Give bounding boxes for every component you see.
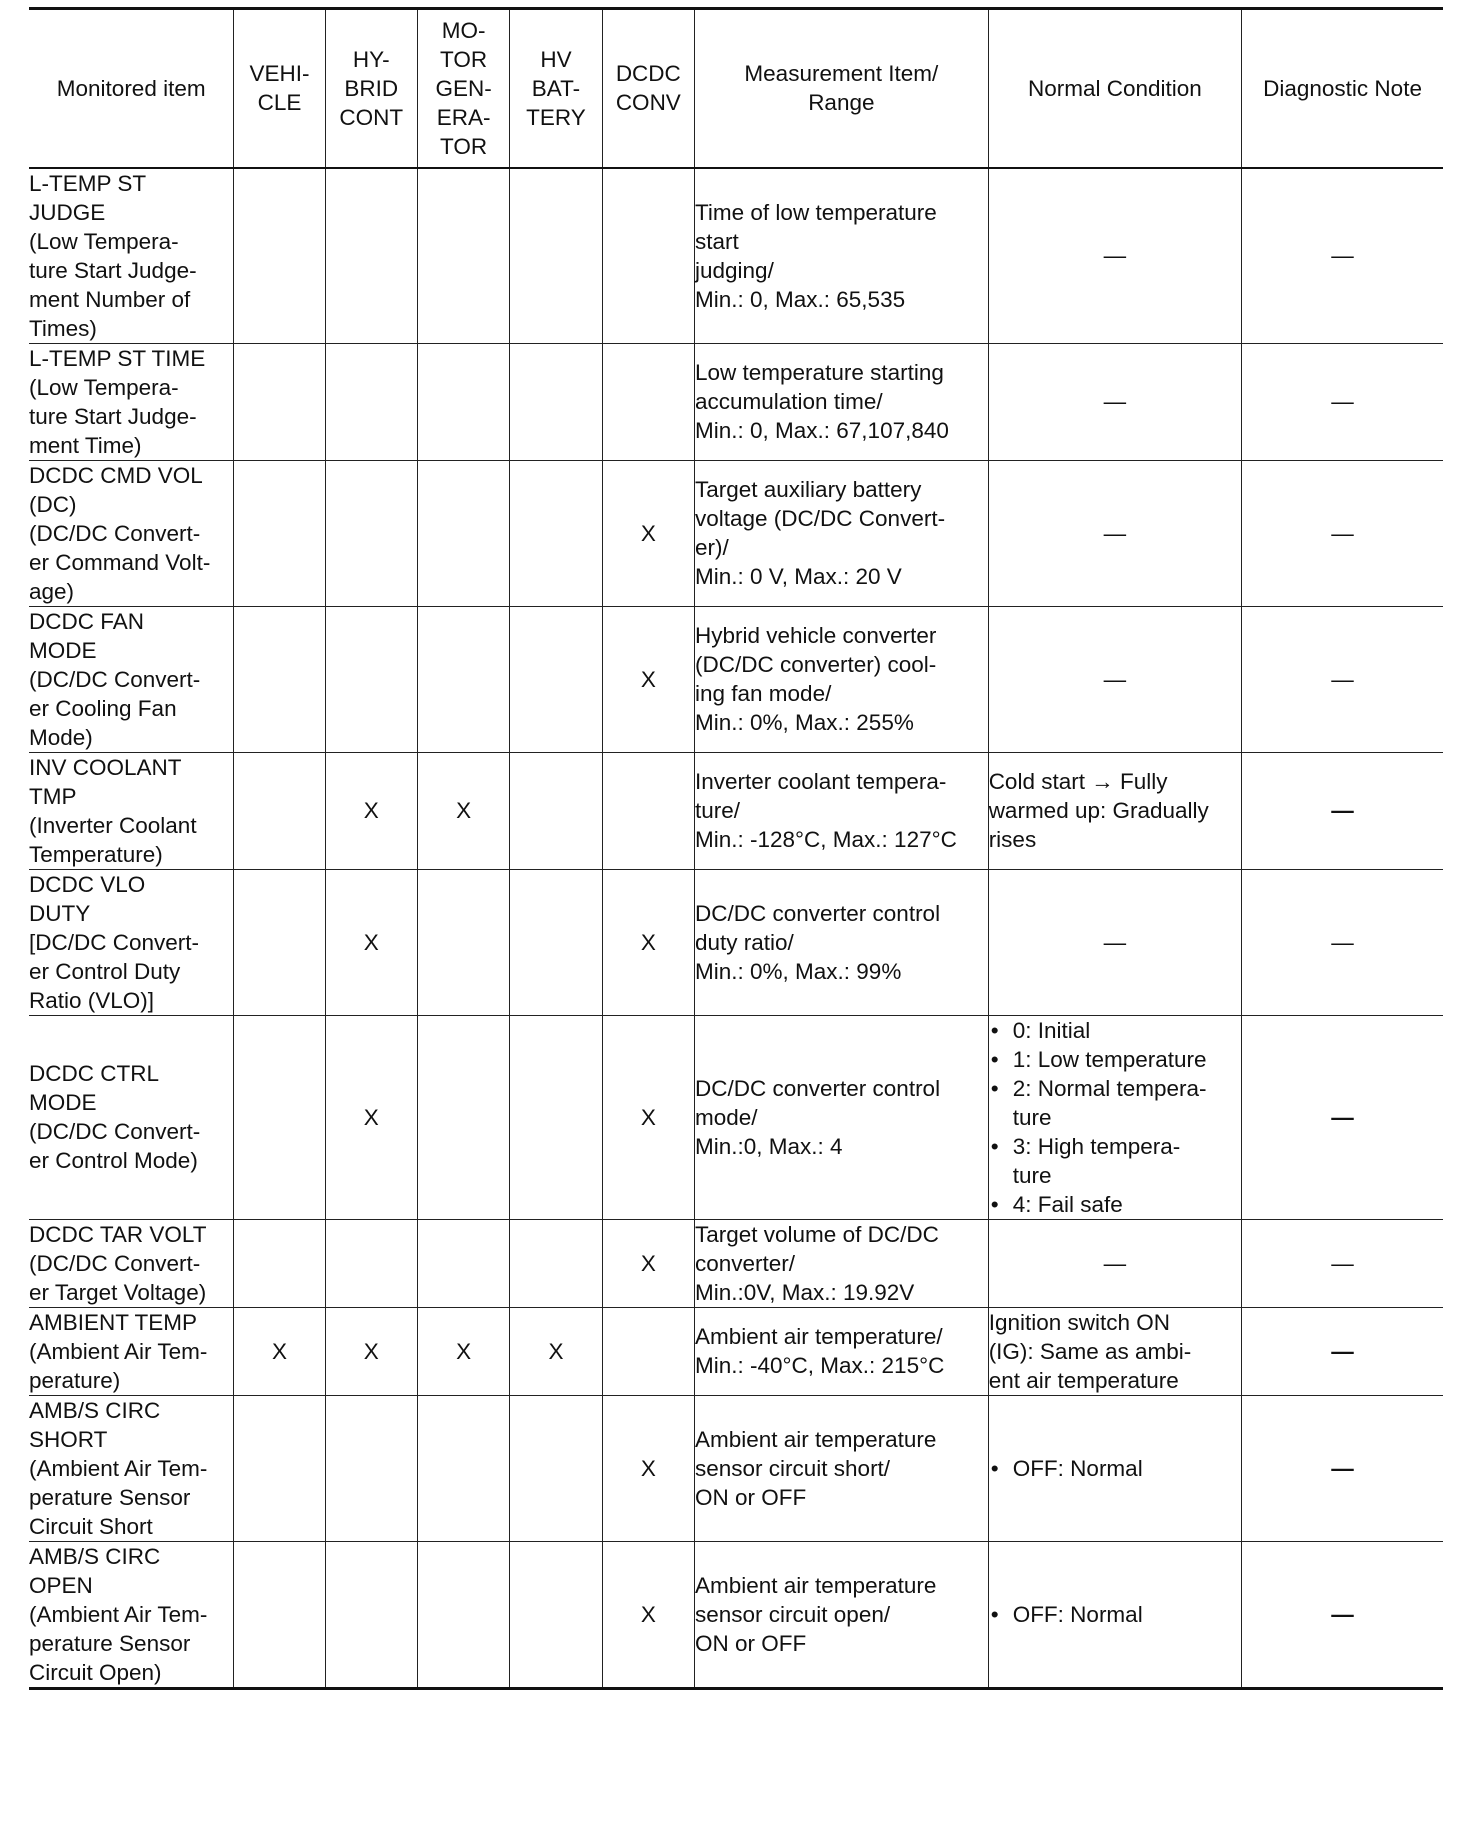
vehicle-mark-cell [234,1395,325,1541]
measurement-cell: Inverter coolant tempera- ture/ Min.: -128°C, Max.: 127°C [695,752,989,869]
measurement-cell: Hybrid vehicle converter (DC/DC converter) cool- ing fan mode/ Min.: 0%, Max.: 255% [695,606,989,752]
normal-condition-cell: — [988,460,1241,606]
table-row [29,460,1443,606]
normal-condition-item: • 3: High tempera- ture [989,1132,1241,1190]
vehicle-mark-cell [234,343,325,460]
dcdc-mark-cell: X [602,869,694,1015]
battery-mark-cell [510,343,602,460]
header-row [29,9,1443,168]
normal-condition-list [989,1454,1241,1483]
dcdc-mark-cell [602,1307,694,1395]
motor-mark-cell [417,343,509,460]
battery-mark-cell [510,752,602,869]
vehicle-mark-cell [234,1015,325,1219]
monitored-item-cell: AMBIENT TEMP (Ambient Air Tem- perature) [29,1307,234,1395]
measurement-cell: Ambient air temperature sensor circuit short/ ON or OFF [695,1395,989,1541]
diagnostic-note-cell: — [1242,343,1443,460]
normal-condition-item: • OFF: Normal [989,1454,1241,1483]
table-body [29,168,1443,1689]
diagnostic-note-cell: — [1242,1541,1443,1688]
header-motor-generator: MO- TOR GEN- ERA- TOR [417,9,509,168]
diagnostic-note-cell: — [1242,752,1443,869]
dcdc-mark-cell: X [602,1541,694,1688]
monitored-item-cell: DCDC TAR VOLT (DC/DC Convert- er Target Voltage) [29,1219,234,1307]
dcdc-mark-cell [602,168,694,344]
hybrid-mark-cell: X [325,1307,417,1395]
hybrid-mark-cell [325,606,417,752]
normal-condition-cell: — [988,1219,1241,1307]
hybrid-mark-cell [325,343,417,460]
hybrid-mark-cell [325,1395,417,1541]
diagnostic-note-cell: — [1242,869,1443,1015]
motor-mark-cell [417,1395,509,1541]
diagnostic-note-cell: — [1242,1219,1443,1307]
vehicle-mark-cell [234,1219,325,1307]
motor-mark-cell [417,168,509,344]
measurement-cell: Ambient air temperature/ Min.: -40°C, Max.: 215°C [695,1307,989,1395]
monitored-item-cell: DCDC CTRL MODE (DC/DC Convert- er Control Mode) [29,1015,234,1219]
vehicle-mark-cell [234,752,325,869]
normal-condition-cell: — [988,606,1241,752]
monitored-item-cell: AMB/S CIRC SHORT (Ambient Air Tem- perature Sensor Circuit Short [29,1395,234,1541]
battery-mark-cell [510,1015,602,1219]
dcdc-mark-cell: X [602,460,694,606]
normal-condition-list [989,1016,1241,1219]
measurement-cell: Ambient air temperature sensor circuit open/ ON or OFF [695,1541,989,1688]
dcdc-mark-cell: X [602,1219,694,1307]
normal-condition-cell [988,1015,1241,1219]
normal-condition-item: • 0: Initial [989,1016,1241,1045]
normal-condition-item: • OFF: Normal [989,1600,1241,1629]
normal-condition-item: • 4: Fail safe [989,1190,1241,1219]
measurement-cell: Low temperature starting accumulation time/ Min.: 0, Max.: 67,107,840 [695,343,989,460]
hybrid-mark-cell: X [325,869,417,1015]
motor-mark-cell [417,1219,509,1307]
motor-mark-cell [417,606,509,752]
motor-mark-cell [417,1541,509,1688]
table-row [29,752,1443,869]
dcdc-mark-cell [602,752,694,869]
diagnostic-note-cell: — [1242,168,1443,344]
dcdc-mark-cell [602,343,694,460]
motor-mark-cell: X [417,1307,509,1395]
hybrid-mark-cell [325,460,417,606]
battery-mark-cell [510,460,602,606]
normal-condition-cell [988,1395,1241,1541]
battery-mark-cell [510,1219,602,1307]
vehicle-mark-cell [234,168,325,344]
header-monitored-item: Monitored item [29,9,234,168]
dcdc-mark-cell: X [602,1015,694,1219]
measurement-cell: Time of low temperature start judging/ Min.: 0, Max.: 65,535 [695,168,989,344]
table-row [29,168,1443,344]
measurement-cell: DC/DC converter control duty ratio/ Min.: 0%, Max.: 99% [695,869,989,1015]
vehicle-mark-cell [234,606,325,752]
diagnostic-note-cell: — [1242,606,1443,752]
normal-condition-cell: — [988,869,1241,1015]
vehicle-mark-cell [234,869,325,1015]
battery-mark-cell [510,606,602,752]
battery-mark-cell: X [510,1307,602,1395]
header-measurement: Measurement Item/ Range [695,9,989,168]
table-row [29,1219,1443,1307]
dcdc-mark-cell: X [602,606,694,752]
table-row [29,869,1443,1015]
motor-mark-cell [417,460,509,606]
vehicle-mark-cell: X [234,1307,325,1395]
diagnostic-note-cell: — [1242,1395,1443,1541]
monitored-item-cell: L-TEMP ST TIME (Low Tempera- ture Start Judge- ment Time) [29,343,234,460]
header-diagnostic-note: Diagnostic Note [1242,9,1443,168]
table-row [29,606,1443,752]
monitored-item-cell: DCDC FAN MODE (DC/DC Convert- er Cooling Fan Mode) [29,606,234,752]
hybrid-mark-cell [325,1541,417,1688]
normal-condition-cell [988,1541,1241,1688]
header-vehicle: VEHI- CLE [234,9,325,168]
hybrid-mark-cell [325,1219,417,1307]
battery-mark-cell [510,1541,602,1688]
monitored-item-cell: L-TEMP ST JUDGE (Low Tempera- ture Start Judge- ment Number of Times) [29,168,234,344]
normal-condition-item: • 1: Low temperature [989,1045,1241,1074]
monitor-table [29,7,1443,1690]
header-hybrid-cont: HY- BRID CONT [325,9,417,168]
vehicle-mark-cell [234,460,325,606]
normal-condition-cell: Ignition switch ON (IG): Same as ambi- ent air temperature [988,1307,1241,1395]
dcdc-mark-cell: X [602,1395,694,1541]
table-row [29,1541,1443,1688]
table-row [29,1015,1443,1219]
normal-condition-item: • 2: Normal tempera- ture [989,1074,1241,1132]
diagnostic-note-cell: — [1242,1015,1443,1219]
table-row [29,343,1443,460]
motor-mark-cell: X [417,752,509,869]
table-row [29,1395,1443,1541]
motor-mark-cell [417,1015,509,1219]
hybrid-mark-cell: X [325,752,417,869]
monitored-item-cell: AMB/S CIRC OPEN (Ambient Air Tem- perature Sensor Circuit Open) [29,1541,234,1688]
normal-condition-list [989,1600,1241,1629]
diagnostic-note-cell: — [1242,1307,1443,1395]
header-dcdc-conv: DCDC CONV [602,9,694,168]
normal-condition-cell: Cold start → Fully warmed up: Gradually rises [988,752,1241,869]
battery-mark-cell [510,1395,602,1541]
motor-mark-cell [417,869,509,1015]
hybrid-mark-cell [325,168,417,344]
table-row [29,1307,1443,1395]
header-hv-battery: HV BAT- TERY [510,9,602,168]
normal-condition-cell: — [988,343,1241,460]
measurement-cell: DC/DC converter control mode/ Min.:0, Max.: 4 [695,1015,989,1219]
measurement-cell: Target auxiliary battery voltage (DC/DC Convert- er)/ Min.: 0 V, Max.: 20 V [695,460,989,606]
vehicle-mark-cell [234,1541,325,1688]
diagnostic-note-cell: — [1242,460,1443,606]
battery-mark-cell [510,869,602,1015]
hybrid-mark-cell: X [325,1015,417,1219]
normal-condition-cell: — [988,168,1241,344]
monitored-item-cell: DCDC VLO DUTY [DC/DC Convert- er Control Duty Ratio (VLO)] [29,869,234,1015]
measurement-cell: Target volume of DC/DC converter/ Min.:0V, Max.: 19.92V [695,1219,989,1307]
monitored-item-cell: INV COOLANT TMP (Inverter Coolant Temperature) [29,752,234,869]
header-normal-condition: Normal Condition [988,9,1241,168]
battery-mark-cell [510,168,602,344]
monitored-item-cell: DCDC CMD VOL (DC) (DC/DC Convert- er Command Volt- age) [29,460,234,606]
